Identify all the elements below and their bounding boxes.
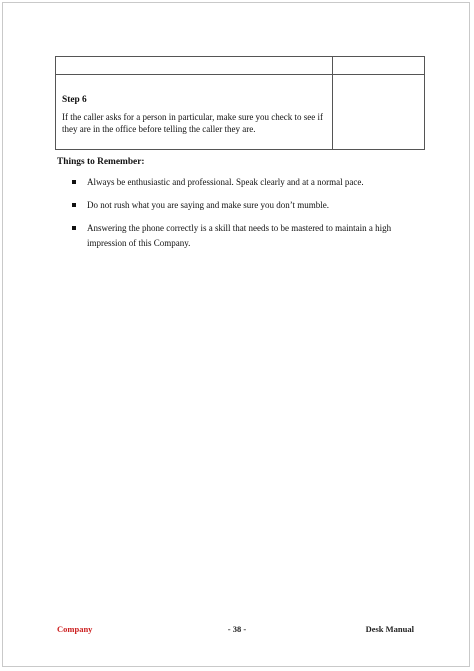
list-item-text: Do not rush what you are saying and make sure you don’t mumble. [87,200,330,210]
footer-company: Company [57,624,93,634]
step-6-text: If the caller asks for a person in particular, make sure you check to see if they are in the office before telling the caller they are. [62,112,324,134]
table-cell-empty-side [333,57,425,75]
step-6-side-cell [333,75,425,150]
step-6-title: Step 6 [62,95,87,105]
bullet-icon [72,203,76,207]
table-cell-empty [56,57,333,75]
step-6-cell [56,75,333,150]
things-to-remember-list [57,175,427,259]
list-item [57,198,427,213]
list-item-text: Always be enthusiastic and professional. Speak clearly and at a normal pace. [87,177,364,187]
table-row-step-6 [56,75,425,150]
footer-desk-manual: Desk Manual [365,624,414,634]
bullet-icon [72,226,76,230]
list-item [57,221,427,251]
footer-page-number: - 38 - [227,624,247,634]
things-to-remember-heading: Things to Remember: [57,157,145,167]
bullet-icon [72,180,76,184]
list-item [57,175,427,190]
table-row-empty [56,57,425,75]
steps-table [55,56,425,150]
list-item-text: Answering the phone correctly is a skill that needs to be mastered to maintain a high impression of this Company. [87,223,392,248]
